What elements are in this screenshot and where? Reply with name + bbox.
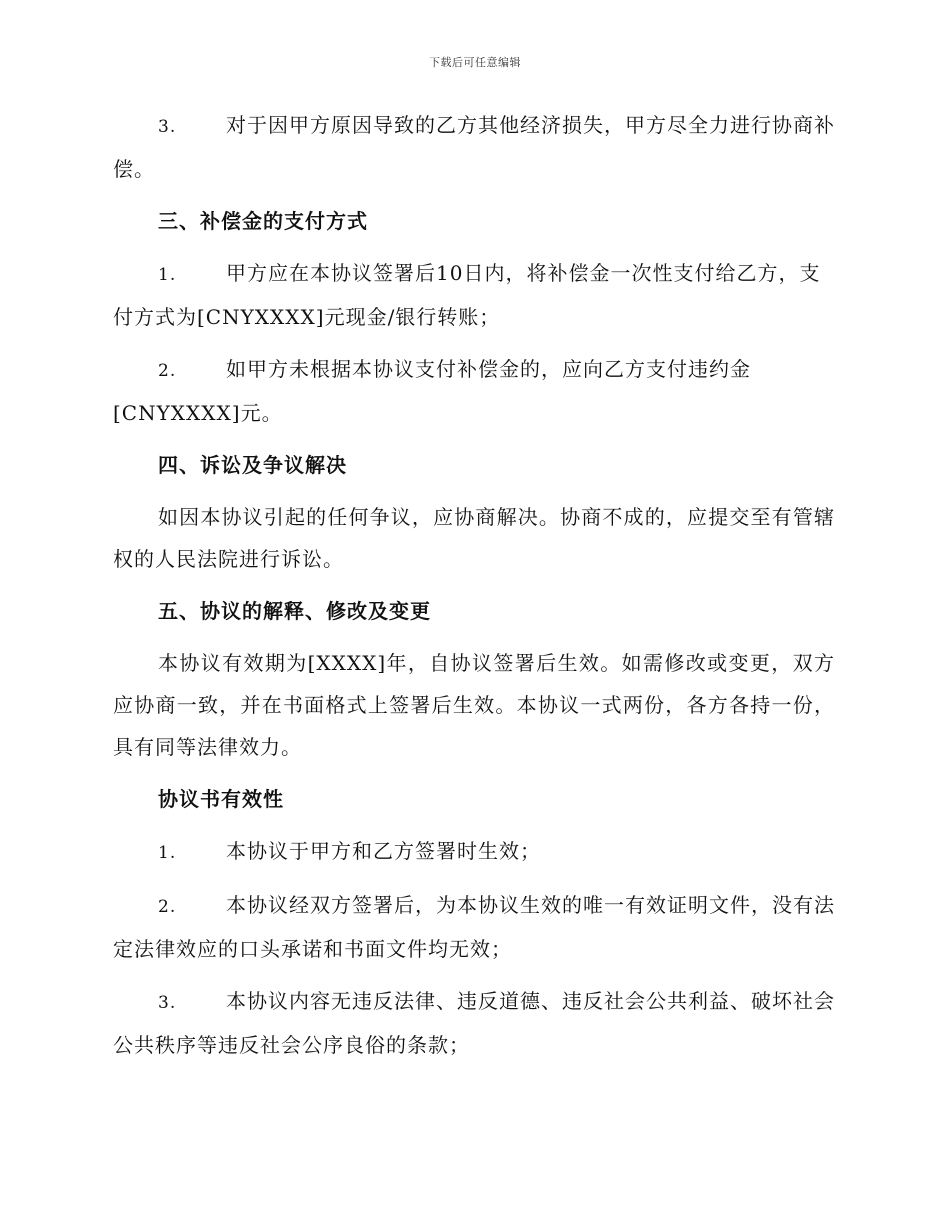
page-header: 下载后可任意编辑 bbox=[429, 56, 521, 69]
item-text: 甲方应在本协议签署后10日内，将补偿金一次性支付给乙方，支付方式为[CNYXXXX]元现金/银行转账； bbox=[113, 261, 821, 329]
item-text: 对于因甲方原因导致的乙方其他经济损失，甲方尽全力进行协商补偿。 bbox=[113, 113, 835, 181]
paragraph: 本协议有效期为[XXXX]年，自协议签署后生效。如需修改或变更，双方应协商一致，并在书面格式上签署后生效。本协议一式两份，各方各持一份，具有同等法律效力。 bbox=[113, 651, 835, 759]
item-number: 2. bbox=[158, 897, 177, 917]
list-item bbox=[113, 830, 835, 874]
item-number: 1. bbox=[158, 843, 177, 863]
item-text: 如甲方未根据本协议支付补偿金的，应向乙方支付违约金[CNYXXXX]元。 bbox=[113, 357, 751, 425]
list-item bbox=[113, 884, 835, 970]
section-heading: 四、诉讼及争议解决 bbox=[158, 453, 347, 477]
section-heading: 三、补偿金的支付方式 bbox=[158, 209, 368, 233]
item-text: 本协议内容无违反法律、违反道德、违反社会公共利益、破坏社会公共秩序等违反社会公序良俗的条款； bbox=[113, 989, 835, 1057]
list-item bbox=[113, 104, 835, 190]
item-number: 3. bbox=[158, 117, 177, 137]
item-number: 1. bbox=[158, 265, 177, 285]
list-item bbox=[113, 348, 835, 434]
list-item bbox=[113, 252, 835, 338]
document-body bbox=[113, 104, 835, 1076]
section-heading: 协议书有效性 bbox=[158, 787, 284, 811]
list-item bbox=[113, 980, 835, 1066]
item-number: 2. bbox=[158, 361, 177, 381]
item-text: 本协议于甲方和乙方签署时生效； bbox=[226, 839, 541, 863]
item-text: 本协议经双方签署后，为本协议生效的唯一有效证明文件，没有法定法律效应的口头承诺和书面文件均无效； bbox=[113, 893, 835, 961]
paragraph: 如因本协议引起的任何争议，应协商解决。协商不成的，应提交至有管辖权的人民法院进行诉讼。 bbox=[113, 505, 835, 571]
section-heading: 五、协议的解释、修改及变更 bbox=[158, 599, 431, 623]
item-number: 3. bbox=[158, 993, 177, 1013]
